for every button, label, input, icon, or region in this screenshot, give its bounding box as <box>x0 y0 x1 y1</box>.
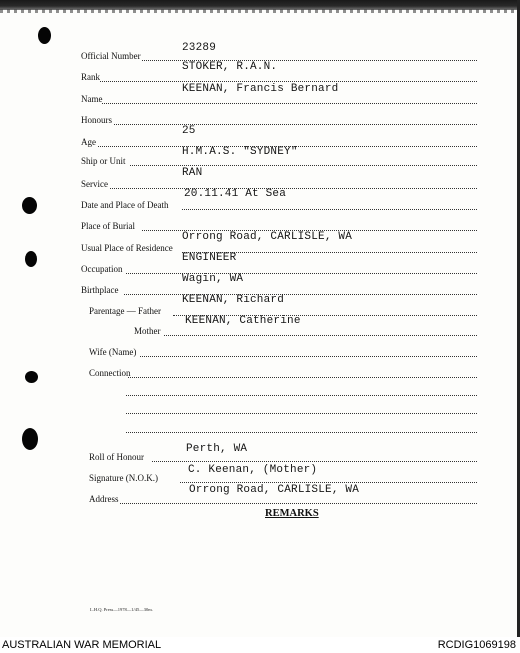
roll-of-honour-line <box>152 461 477 462</box>
connection-line-1 <box>128 377 477 378</box>
connection-line-3 <box>126 413 477 414</box>
punch-hole-4 <box>25 371 38 383</box>
honours-line <box>114 124 477 125</box>
connection-line-2 <box>126 395 477 396</box>
residence-label: Usual Place of Residence <box>81 243 173 253</box>
connection-label: Connection <box>89 368 131 378</box>
occupation-value: ENGINEER <box>182 252 237 264</box>
name-line <box>102 103 477 104</box>
address-value: Orrong Road, CARLISLE, WA <box>189 484 360 496</box>
occupation-label: Occupation <box>81 264 123 274</box>
archive-name: AUSTRALIAN WAR MEMORIAL <box>2 639 162 651</box>
scan-top-edge <box>0 0 520 10</box>
mother-label: Mother <box>134 326 161 336</box>
birthplace-line <box>124 294 477 295</box>
date-place-death-line <box>182 209 477 210</box>
father-value: KEENAN, Richard <box>182 294 285 306</box>
ship-or-unit-value: H.M.A.S. "SYDNEY" <box>182 146 298 158</box>
archive-id: RCDIG1069198 <box>437 639 516 651</box>
occupation-line <box>126 273 477 274</box>
mother-value: KEENAN, Catherine <box>185 315 301 327</box>
address-line <box>120 503 477 504</box>
remarks-heading: REMARKS <box>265 508 319 519</box>
service-label: Service <box>81 179 108 189</box>
father-label: Parentage — Father <box>89 306 161 316</box>
birthplace-value: Wagin, WA <box>182 273 244 285</box>
residence-value: Orrong Road, CARLISLE, WA <box>182 231 353 243</box>
punch-hole-5 <box>22 428 38 450</box>
honours-label: Honours <box>81 115 112 125</box>
age-label: Age <box>81 137 96 147</box>
address-label: Address <box>89 494 119 504</box>
ship-or-unit-label: Ship or Unit <box>81 156 126 166</box>
name-label: Name <box>81 94 103 104</box>
official-number-value: 23289 <box>182 42 217 54</box>
connection-line-4 <box>126 432 477 433</box>
place-of-burial-label: Place of Burial <box>81 221 135 231</box>
rank-value: STOKER, R.A.N. <box>182 61 278 73</box>
printer-note: L.H.Q. Press—1978—1/45—30m. <box>90 607 153 612</box>
roll-of-honour-label: Roll of Honour <box>89 452 144 462</box>
punch-hole-2 <box>22 197 37 214</box>
signature-line <box>180 482 477 483</box>
ship-or-unit-line <box>130 165 477 166</box>
service-value: RAN <box>182 167 203 179</box>
wife-line <box>140 356 477 357</box>
date-place-death-label: Date and Place of Death <box>81 200 169 210</box>
roll-of-honour-value: Perth, WA <box>186 443 248 455</box>
punch-hole-3 <box>25 251 37 267</box>
signature-value: C. Keenan, (Mother) <box>188 464 318 476</box>
date-place-death-value: 20.11.41 At Sea <box>184 188 287 200</box>
signature-label: Signature (N.O.K.) <box>89 473 158 483</box>
archive-footer <box>0 637 520 653</box>
birthplace-label: Birthplace <box>81 285 119 295</box>
rank-label: Rank <box>81 72 100 82</box>
official-number-label: Official Number <box>81 51 141 61</box>
rank-line <box>100 81 477 82</box>
name-value: KEENAN, Francis Bernard <box>182 83 339 95</box>
service-line <box>110 188 477 189</box>
age-value: 25 <box>182 125 196 137</box>
punch-hole-1 <box>38 27 51 44</box>
wife-label: Wife (Name) <box>89 347 137 357</box>
mother-line <box>164 335 477 336</box>
